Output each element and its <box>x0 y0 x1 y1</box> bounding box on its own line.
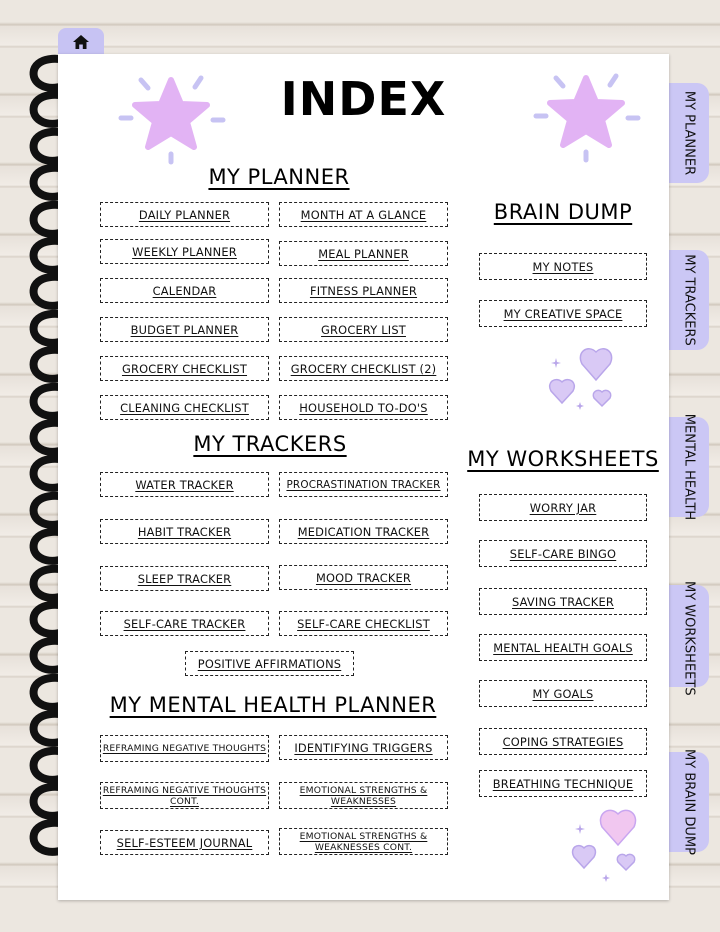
link-cleaning-checklist[interactable]: CLEANING CHECKLIST <box>100 395 269 420</box>
hearts-icon <box>540 342 620 422</box>
link-habit-tracker[interactable]: HABIT TRACKER <box>100 519 269 544</box>
home-icon <box>72 34 90 50</box>
link-weekly-planner[interactable]: WEEKLY PLANNER <box>100 239 269 264</box>
section-title-mental-health: MY MENTAL HEALTH PLANNER <box>109 693 437 717</box>
link-sleep-tracker[interactable]: SLEEP TRACKER <box>100 566 269 591</box>
link-breathing-technique[interactable]: BREATHING TECHNIQUE <box>479 770 647 797</box>
tab-label: MY TRACKERS <box>681 254 697 346</box>
tab-my-worksheets[interactable] <box>669 581 709 696</box>
link-emotional-strengths-weaknesses-cont[interactable]: EMOTIONAL STRENGTHS & WEAKNESSES CONT. <box>279 828 448 855</box>
link-mental-health-goals[interactable]: MENTAL HEALTH GOALS <box>479 634 647 661</box>
link-grocery-list[interactable]: GROCERY LIST <box>279 317 448 342</box>
section-title-my-worksheets: MY WORKSHEETS <box>467 447 659 471</box>
link-meal-planner[interactable]: MEAL PLANNER <box>279 241 448 266</box>
tab-label: MY BRAIN DUMP <box>681 749 697 855</box>
link-positive-affirmations[interactable]: POSITIVE AFFIRMATIONS <box>185 651 354 676</box>
link-medication-tracker[interactable]: MEDICATION TRACKER <box>279 519 448 544</box>
link-emotional-strengths-weaknesses[interactable]: EMOTIONAL STRENGTHS & WEAKNESSES <box>279 782 448 809</box>
tab-my-planner[interactable] <box>669 83 709 183</box>
link-my-creative-space[interactable]: MY CREATIVE SPACE <box>479 300 647 327</box>
section-title-brain-dump: BRAIN DUMP <box>493 200 633 224</box>
section-title-my-planner: MY PLANNER <box>208 165 350 189</box>
link-reframing-negative-thoughts[interactable]: REFRAMING NEGATIVE THOUGHTS <box>100 735 269 762</box>
section-title-my-trackers: MY TRACKERS <box>193 432 347 456</box>
link-water-tracker[interactable]: WATER TRACKER <box>100 472 269 497</box>
link-grocery-checklist[interactable]: GROCERY CHECKLIST <box>100 356 269 381</box>
tab-label: MY PLANNER <box>681 90 697 176</box>
link-self-care-checklist[interactable]: SELF-CARE CHECKLIST <box>279 611 448 636</box>
link-mood-tracker[interactable]: MOOD TRACKER <box>279 565 448 590</box>
link-saving-tracker[interactable]: SAVING TRACKER <box>479 588 647 615</box>
link-budget-planner[interactable]: BUDGET PLANNER <box>100 317 269 342</box>
link-identifying-triggers[interactable]: IDENTIFYING TRIGGERS <box>279 735 448 760</box>
link-self-care-bingo[interactable]: SELF-CARE BINGO <box>479 540 647 567</box>
link-self-esteem-journal[interactable]: SELF-ESTEEM JOURNAL <box>100 830 269 855</box>
tab-my-trackers[interactable] <box>669 250 709 350</box>
tab-label: MY WORKSHEETS <box>681 581 697 696</box>
link-coping-strategies[interactable]: COPING STRATEGIES <box>479 728 647 755</box>
index-page <box>58 54 669 900</box>
tab-label: MENTAL HEALTH <box>681 413 697 521</box>
link-self-care-tracker[interactable]: SELF-CARE TRACKER <box>100 611 269 636</box>
link-daily-planner[interactable]: DAILY PLANNER <box>100 202 269 227</box>
link-reframing-negative-thoughts-cont[interactable]: REFRAMING NEGATIVE THOUGHTS CONT. <box>100 782 269 809</box>
link-worry-jar[interactable]: WORRY JAR <box>479 494 647 521</box>
link-household-todos[interactable]: HOUSEHOLD TO-DO'S <box>279 395 448 420</box>
link-month-at-a-glance[interactable]: MONTH AT A GLANCE <box>279 202 448 227</box>
hearts-icon <box>568 806 648 891</box>
link-fitness-planner[interactable]: FITNESS PLANNER <box>279 278 448 303</box>
star-icon <box>113 62 233 172</box>
link-calendar[interactable]: CALENDAR <box>100 278 269 303</box>
link-procrastination-tracker[interactable]: PROCRASTINATION TRACKER <box>279 472 448 497</box>
link-grocery-checklist-2[interactable]: GROCERY CHECKLIST (2) <box>279 356 448 381</box>
star-icon <box>528 60 648 170</box>
home-tab[interactable] <box>58 28 104 56</box>
link-my-goals[interactable]: MY GOALS <box>479 680 647 707</box>
tab-mental-health[interactable] <box>669 413 709 521</box>
page-title: INDEX <box>280 72 447 126</box>
tab-my-brain-dump[interactable] <box>669 749 709 855</box>
link-my-notes[interactable]: MY NOTES <box>479 253 647 280</box>
